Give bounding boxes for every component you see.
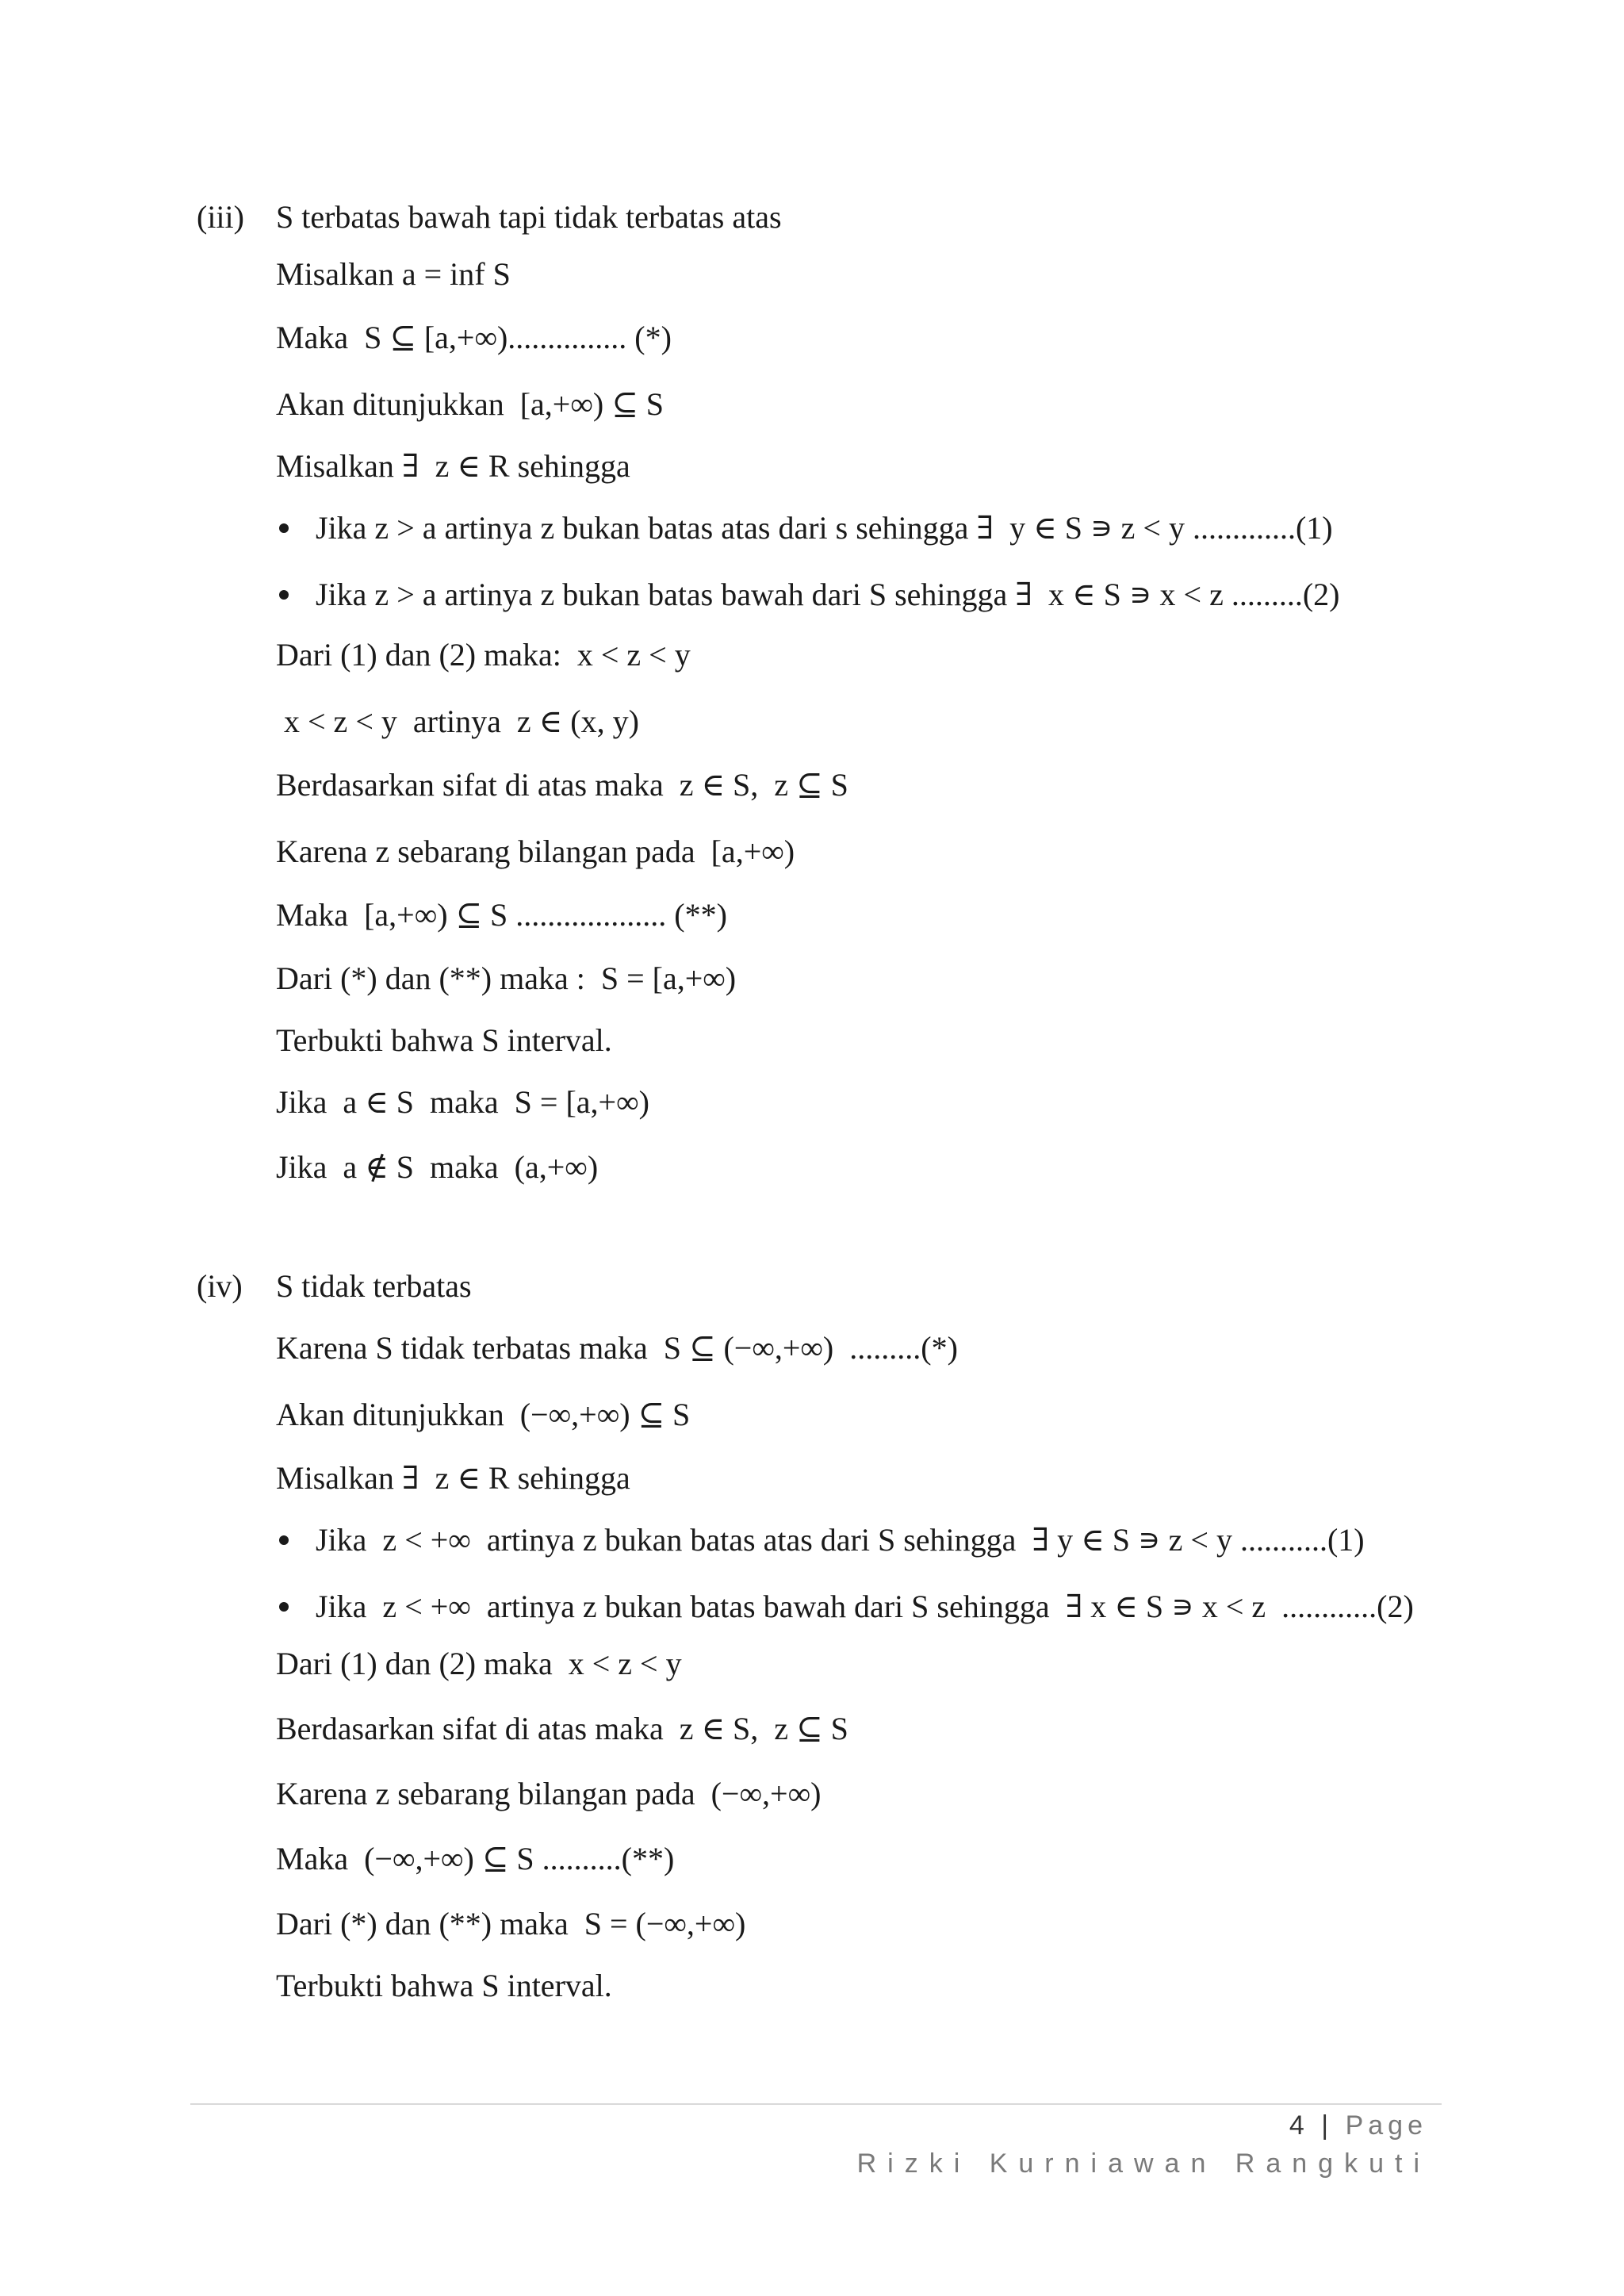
section-iii-heading: S terbatas bawah tapi tidak terbatas atas — [276, 199, 782, 235]
text-line: Akan ditunjukkan (−∞,+∞) ⊆ S — [276, 1397, 691, 1432]
text-line: Karena S tidak terbatas maka S ⊆ (−∞,+∞) .........(*) — [276, 1330, 958, 1366]
section-iii-marker: (iii) — [197, 199, 244, 235]
footer-separator: | — [1321, 2110, 1334, 2141]
bullet-item: Jika z > a artinya z bukan batas bawah dari S sehingga ∃ x ∈ S ∍ x < z .........(2) — [316, 577, 1340, 612]
text-line: Dari (1) dan (2) maka x < z < y — [276, 1646, 682, 1681]
text-line: Karena z sebarang bilangan pada (−∞,+∞) — [276, 1776, 822, 1811]
text-line: Maka (−∞,+∞) ⊆ S ..........(**) — [276, 1841, 675, 1876]
section-iv-heading: S tidak terbatas — [276, 1268, 472, 1304]
text-line: Akan ditunjukkan [a,+∞) ⊆ S — [276, 386, 664, 422]
bullet-icon — [279, 523, 289, 533]
bullet-icon — [279, 590, 289, 600]
page-number: 4 — [1289, 2110, 1309, 2141]
text-line: Maka S ⊆ [a,+∞)............... (*) — [276, 320, 672, 355]
text-line: Misalkan a = inf S — [276, 256, 511, 292]
text-line: Misalkan ∃ z ∈ R sehingga — [276, 1460, 630, 1496]
text-line: Misalkan ∃ z ∈ R sehingga — [276, 448, 630, 484]
text-line: Dari (1) dan (2) maka: x < z < y — [276, 637, 691, 673]
text-line: Maka [a,+∞) ⊆ S ................... (**) — [276, 897, 727, 933]
section-iv-marker: (iv) — [197, 1268, 243, 1304]
text-line: Berdasarkan sifat di atas maka z ∈ S, z ⊆ S — [276, 767, 848, 803]
text-line: x < z < y artinya z ∈ (x, y) — [276, 703, 639, 739]
bullet-icon — [279, 1535, 289, 1545]
page-number-footer — [1289, 2105, 1427, 2146]
page-label: Page — [1345, 2110, 1427, 2141]
text-line: Terbukti bahwa S interval. — [276, 1968, 612, 2003]
bullet-item: Jika z < +∞ artinya z bukan batas atas dari S sehingga ∃ y ∈ S ∍ z < y ...........(1) — [316, 1522, 1365, 1558]
footer-divider — [190, 2103, 1442, 2105]
bullet-item: Jika z > a artinya z bukan batas atas dari s sehingga ∃ y ∈ S ∍ z < y .............(1) — [316, 510, 1333, 546]
text-line: Karena z sebarang bilangan pada [a,+∞) — [276, 834, 795, 869]
text-line: Jika a ∈ S maka S = [a,+∞) — [276, 1084, 649, 1120]
text-line: Dari (*) dan (**) maka S = (−∞,+∞) — [276, 1906, 746, 1941]
bullet-icon — [279, 1602, 289, 1612]
text-line: Berdasarkan sifat di atas maka z ∈ S, z ⊆ S — [276, 1711, 848, 1746]
text-line: Terbukti bahwa S interval. — [276, 1022, 612, 1058]
text-line: Dari (*) dan (**) maka : S = [a,+∞) — [276, 960, 737, 996]
text-line: Jika a ∉ S maka (a,+∞) — [276, 1149, 599, 1185]
author-name: Rizki Kurniawan Rangkuti — [856, 2148, 1431, 2179]
bullet-item: Jika z < +∞ artinya z bukan batas bawah dari S sehingga ∃ x ∈ S ∍ x < z ............(2) — [316, 1589, 1414, 1624]
